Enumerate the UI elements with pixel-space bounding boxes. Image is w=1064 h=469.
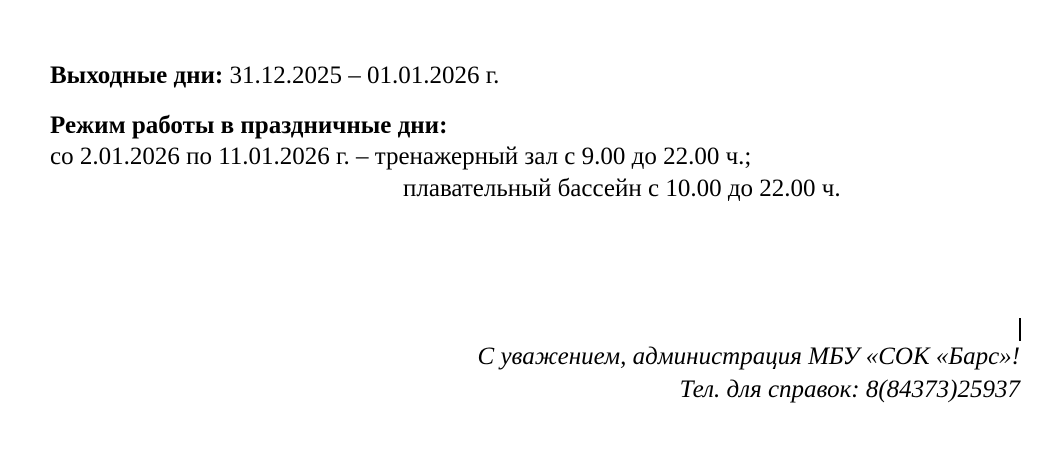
- signature-regards-line: С уважением, администрация МБУ «СОК «Барс»!: [477, 343, 1020, 370]
- holiday-schedule-pool-line: плавательный бассейн с 10.00 до 22.00 ч.: [403, 175, 841, 202]
- holiday-schedule-gym-line: со 2.01.2026 по 11.01.2026 г. – тренажерный зал с 9.00 до 22.00 ч.;: [50, 143, 752, 170]
- holiday-schedule-heading: Режим работы в праздничные дни:: [50, 112, 448, 139]
- signature-phone-line: Тел. для справок: 8(84373)25937: [679, 376, 1020, 403]
- weekend-days-line: [50, 61, 499, 91]
- text-cursor: [1019, 318, 1021, 341]
- weekend-days-label: Выходные дни:: [50, 62, 224, 89]
- weekend-days-value: 31.12.2025 – 01.01.2026 г.: [223, 62, 500, 89]
- signature-block: [478, 340, 1020, 406]
